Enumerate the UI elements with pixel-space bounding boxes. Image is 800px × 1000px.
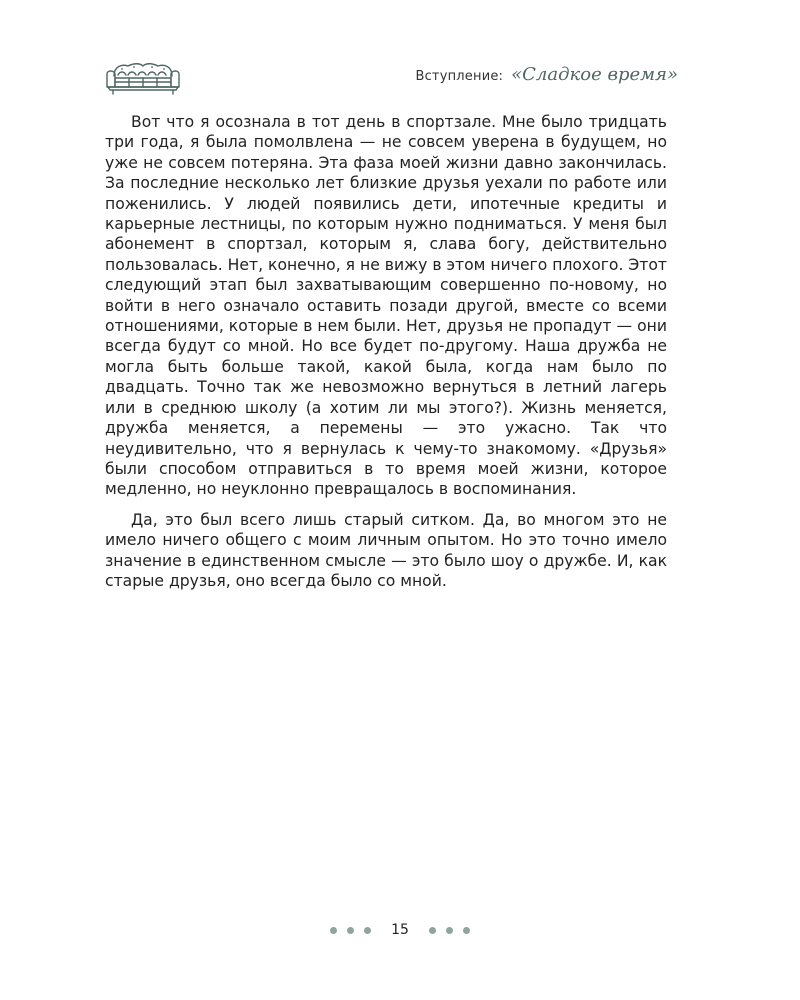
chapter-title: «Сладкое время» xyxy=(511,64,678,85)
dot-icon xyxy=(446,927,453,934)
page-footer xyxy=(0,918,800,942)
dot-icon xyxy=(463,927,470,934)
running-head xyxy=(415,64,678,85)
section-label: Вступление: xyxy=(415,69,504,84)
paragraph-2: Да, это был всего лишь старый ситком. Да, во многом это не имело ничего общего с моим личным опытом. Но это точно имело значение в единственном смысле — это было шоу о дружбе. И, как старые друзья, оно всегда было со мной. xyxy=(105,510,667,590)
paragraph-1: Вот что я осознала в тот день в спортзале. Мне было тридцать три года, я была помолвлена — не совсем уверена в будущем, но уже не совсем потеряна. Эта фаза моей жизни давно закончилась. За последние несколько лет близкие друзья уехали по работе или поженились. У людей появились дети, ипотечные кредиты и карьерные лестницы, по которым нужно подниматься. У меня был абонемент в спортзал, которым я, слава богу, действительно пользовалась. Нет, конечно, я не вижу в этом ничего плохого. Этот следующий этап был захватывающим совершенно по-новому, но войти в него означало оставить позади другой, вместе со всеми отношениями, которые в нем были. Нет, друзья не пропадут — они всегда будут со мной. Но все будет по-другому. Наша дружба не могла быть больше такой, какой была, когда нам было по двадцать. Точно так же невозможно вернуться в летний лагерь или в среднюю школу (а хотим ли мы этого?). Жизнь меняется, дружба меняется, а перемены — это ужасно. Так что неудивительно, что я вернулась к чему-то знакомому. «Друзья» были способом отправиться в то время моей жизни, которое медленно, но неуклонно превращалось в воспоминания. xyxy=(105,113,667,499)
page-header xyxy=(104,58,678,98)
couch-icon xyxy=(104,60,182,96)
body-text xyxy=(105,112,667,601)
dot-icon xyxy=(429,927,436,934)
dot-icon xyxy=(347,927,354,934)
page-number: 15 xyxy=(391,922,409,938)
dot-icon xyxy=(330,927,337,934)
right-dots xyxy=(429,927,470,934)
dot-icon xyxy=(364,927,371,934)
left-dots xyxy=(330,927,371,934)
